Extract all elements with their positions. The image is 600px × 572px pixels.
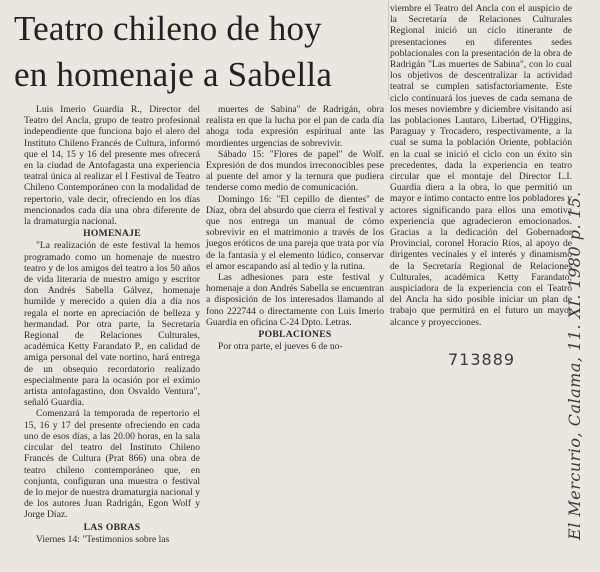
paragraph: Las adhesiones para este festival y homenaje a don Andrés Sabella se encuentran a disposición de los interesados llamando al fono 222744 o directamente con Luis Imerio Guardia en oficina C-24 Dpto. Letras. [206, 272, 384, 328]
section-heading-las-obras: LAS OBRAS [83, 521, 141, 533]
section-heading-poblaciones: POBLACIONES [258, 329, 332, 341]
paragraph: Comenzará la temporada de repertorio el 15, 16 y 17 del presente ofreciendo en cada uno de esos días, a las 20.00 horas, en la sala circular del teatro del Instituto Chileno Francés de Cultura (Prat 866) una obra de teatro chileno contemporáneo que, en conjunta, configuran una muestra o festival de lo mejor de nuestra dramaturgia nacional y de los autores Juan Radrigán, Egon Wolf y Jorge Díaz. [24, 408, 200, 521]
paragraph: Luis Imerio Guardia R., Director del Teatro del Ancla, grupo de teatro profesional independiente que funciona bajo el alero del Instituto Chileno Francés de Cultura, informó que el 14, 15 y 16 del presente mes ofrecerá en la ciudad de Antofagasta una experiencia teatral única al realizar el I Festival de Teatro Chileno Contemporáneo con la modalidad de repertorio, vale decir, ofreciendo en los días mencionados cada día una obra diferente de la dramaturgia nacional. [24, 104, 200, 228]
headline-line-2: en homenaje a Sabella [14, 55, 333, 94]
catalog-number: 713889 [448, 350, 516, 369]
handwritten-source-note: El Mercurio, Calama, 11. XI. 1980 p. 15. [565, 191, 584, 540]
headline [14, 6, 384, 98]
article-column-3 [390, 3, 572, 328]
column-divider [388, 0, 389, 100]
article-column-2 [206, 104, 384, 352]
paragraph: Viernes 14: "Testimonios sobre las [36, 533, 170, 545]
section-heading-homenaje: HOMENAJE [83, 228, 141, 240]
paragraph: Domingo 16: "El cepillo de dientes" de Díaz, obra del absurdo que cierra el festival y que nos entrega un manual de cómo sobrevivir en el matrimonio a través de los juegos eróticos de una pareja que trata por vía de la fantasía y el elemento lúdico, conservar el amor escapando así al tedio y la rutina. [206, 193, 384, 272]
paragraph: Sábado 15: "Flores de papel" de Wolf. Expresión de dos mundos irreconocibles pese al puente del amor y la ternura que pudiera tenderse como medio de comunicación. [206, 148, 384, 194]
paragraph: "La realización de este festival la hemos programado como un homenaje de nuestro teatro y de los amigos del teatro a los 50 años de vida literaria de nuestro amigo y escritor don Andrés Sabella Gálvez, homenaje humilde y merecido a quien día a día nos regala el norte en apreciación de belleza y hermandad. Por otra parte, la Secretaría Regional de Relaciones Culturales, académica Ketty Farandato P., en calidad de amiga personal del vate nortino, hará entrega de un obsequio recordatorio realizado especialmente para la ocasión por el eximio artista antofagastino, don Osvaldo Ventura", señaló Guardia. [24, 240, 200, 409]
paragraph: Por otra parte, el jueves 6 de no- [218, 341, 343, 353]
paragraph: viembre el Teatro del Ancla con el auspicio de la Secretaría de Relaciones Culturales Regional inició un ciclo itinerante de presentaciones en diferentes sedes poblacionales con la presentación de la obra de Radrigán "Las muertes de Sabina", con lo cual los objetivos de descentralizar la actividad teatral se cumplen satisfactoriamente. Este ciclo continuará los jueves de cada semana de los meses noviembre y diciembre visitando así las poblaciones Lautaro, Libertad, O'Higgins, Paraguay y Trocadero, respectivamente, a la cual se suma la población Oriente, población en la cual se inició el ciclo con un éxito sin precedentes, dada la experiencia en teatro circular que el montaje del Director L.I. Guardia diera a la obra, lo que permitió un mayor e íntimo contacto entre los pobladores y actores significando para ellos una emotiva experiencia que agradecieron emocionados. Gracias a la dedicación del Gobernador Provincial, coronel Horacio Ríos, al apoyo de dirigentes vecinales y el interés y dinamismo de la Secretaría Regional de Relaciones Culturales, académica Ketty Farandato, auspiciadora de la experiencia con el Teatro del Ancla ha sido posible iniciar un plan de trabajo que permitirá en el futuro un mayor alcance y proyecciones. [390, 3, 572, 328]
paragraph: muertes de Sabina" de Radrigán, obra realista en que la lucha por el pan de cada día ahoga toda expresión espiritual ante las mordientes urgencias de sobrevivir. [206, 104, 384, 149]
article-column-1 [24, 104, 200, 545]
headline-line-1: Teatro chileno de hoy [14, 9, 322, 48]
